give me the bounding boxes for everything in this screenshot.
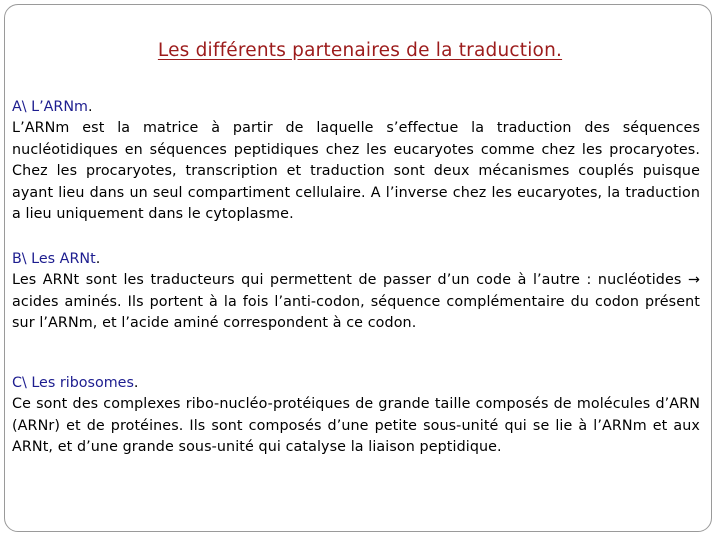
section-heading-period: .: [95, 251, 101, 267]
section-heading: [12, 373, 700, 394]
section-heading-label: A\ L’ARNm: [12, 99, 88, 115]
section-mrna: [12, 97, 700, 225]
section-heading-period: .: [133, 375, 139, 391]
section-heading: [12, 249, 700, 270]
section-body: Ce sont des complexes ribo-nucléo-protéiques de grande taille composés de molécules d’ARN (ARNr) et de protéines. Ils sont composés d’une petite sous-unité qui se lie à l’ARNm et aux ARNt, et d’une grande sous-unité qui catalyse la liaison peptidique.: [12, 396, 700, 456]
section-heading-label: B\ Les ARNt: [12, 251, 96, 267]
section-body: Les ARNt sont les traducteurs qui permettent de passer d’un code à l’autre : nucléotides → acides aminés. Ils portent à la fois l’anti-codon, séquence complémentaire du codon présent sur l’ARNm, et l’acide aminé correspondent à ce codon.: [12, 272, 700, 332]
section-heading-period: .: [88, 99, 93, 115]
section-trna: [12, 249, 700, 335]
section-body: L’ARNm est la matrice à partir de laquelle s’effectue la traduction des séquences nucléotidiques en séquences peptidiques chez les eucaryotes comme chez les procaryotes. Chez les procaryotes, transcription et traduction sont deux mécanismes couplés puisque ayant lieu dans un seul compartiment cellulaire. A l’inverse chez les eucaryotes, la traduction a lieu uniquement dans le cytoplasme.: [12, 120, 700, 223]
section-heading: [12, 97, 700, 118]
page-title: Les différents partenaires de la traduction.: [157, 40, 563, 61]
section-ribosomes: [12, 373, 700, 459]
section-heading-label: C\ Les ribosomes: [12, 375, 134, 391]
